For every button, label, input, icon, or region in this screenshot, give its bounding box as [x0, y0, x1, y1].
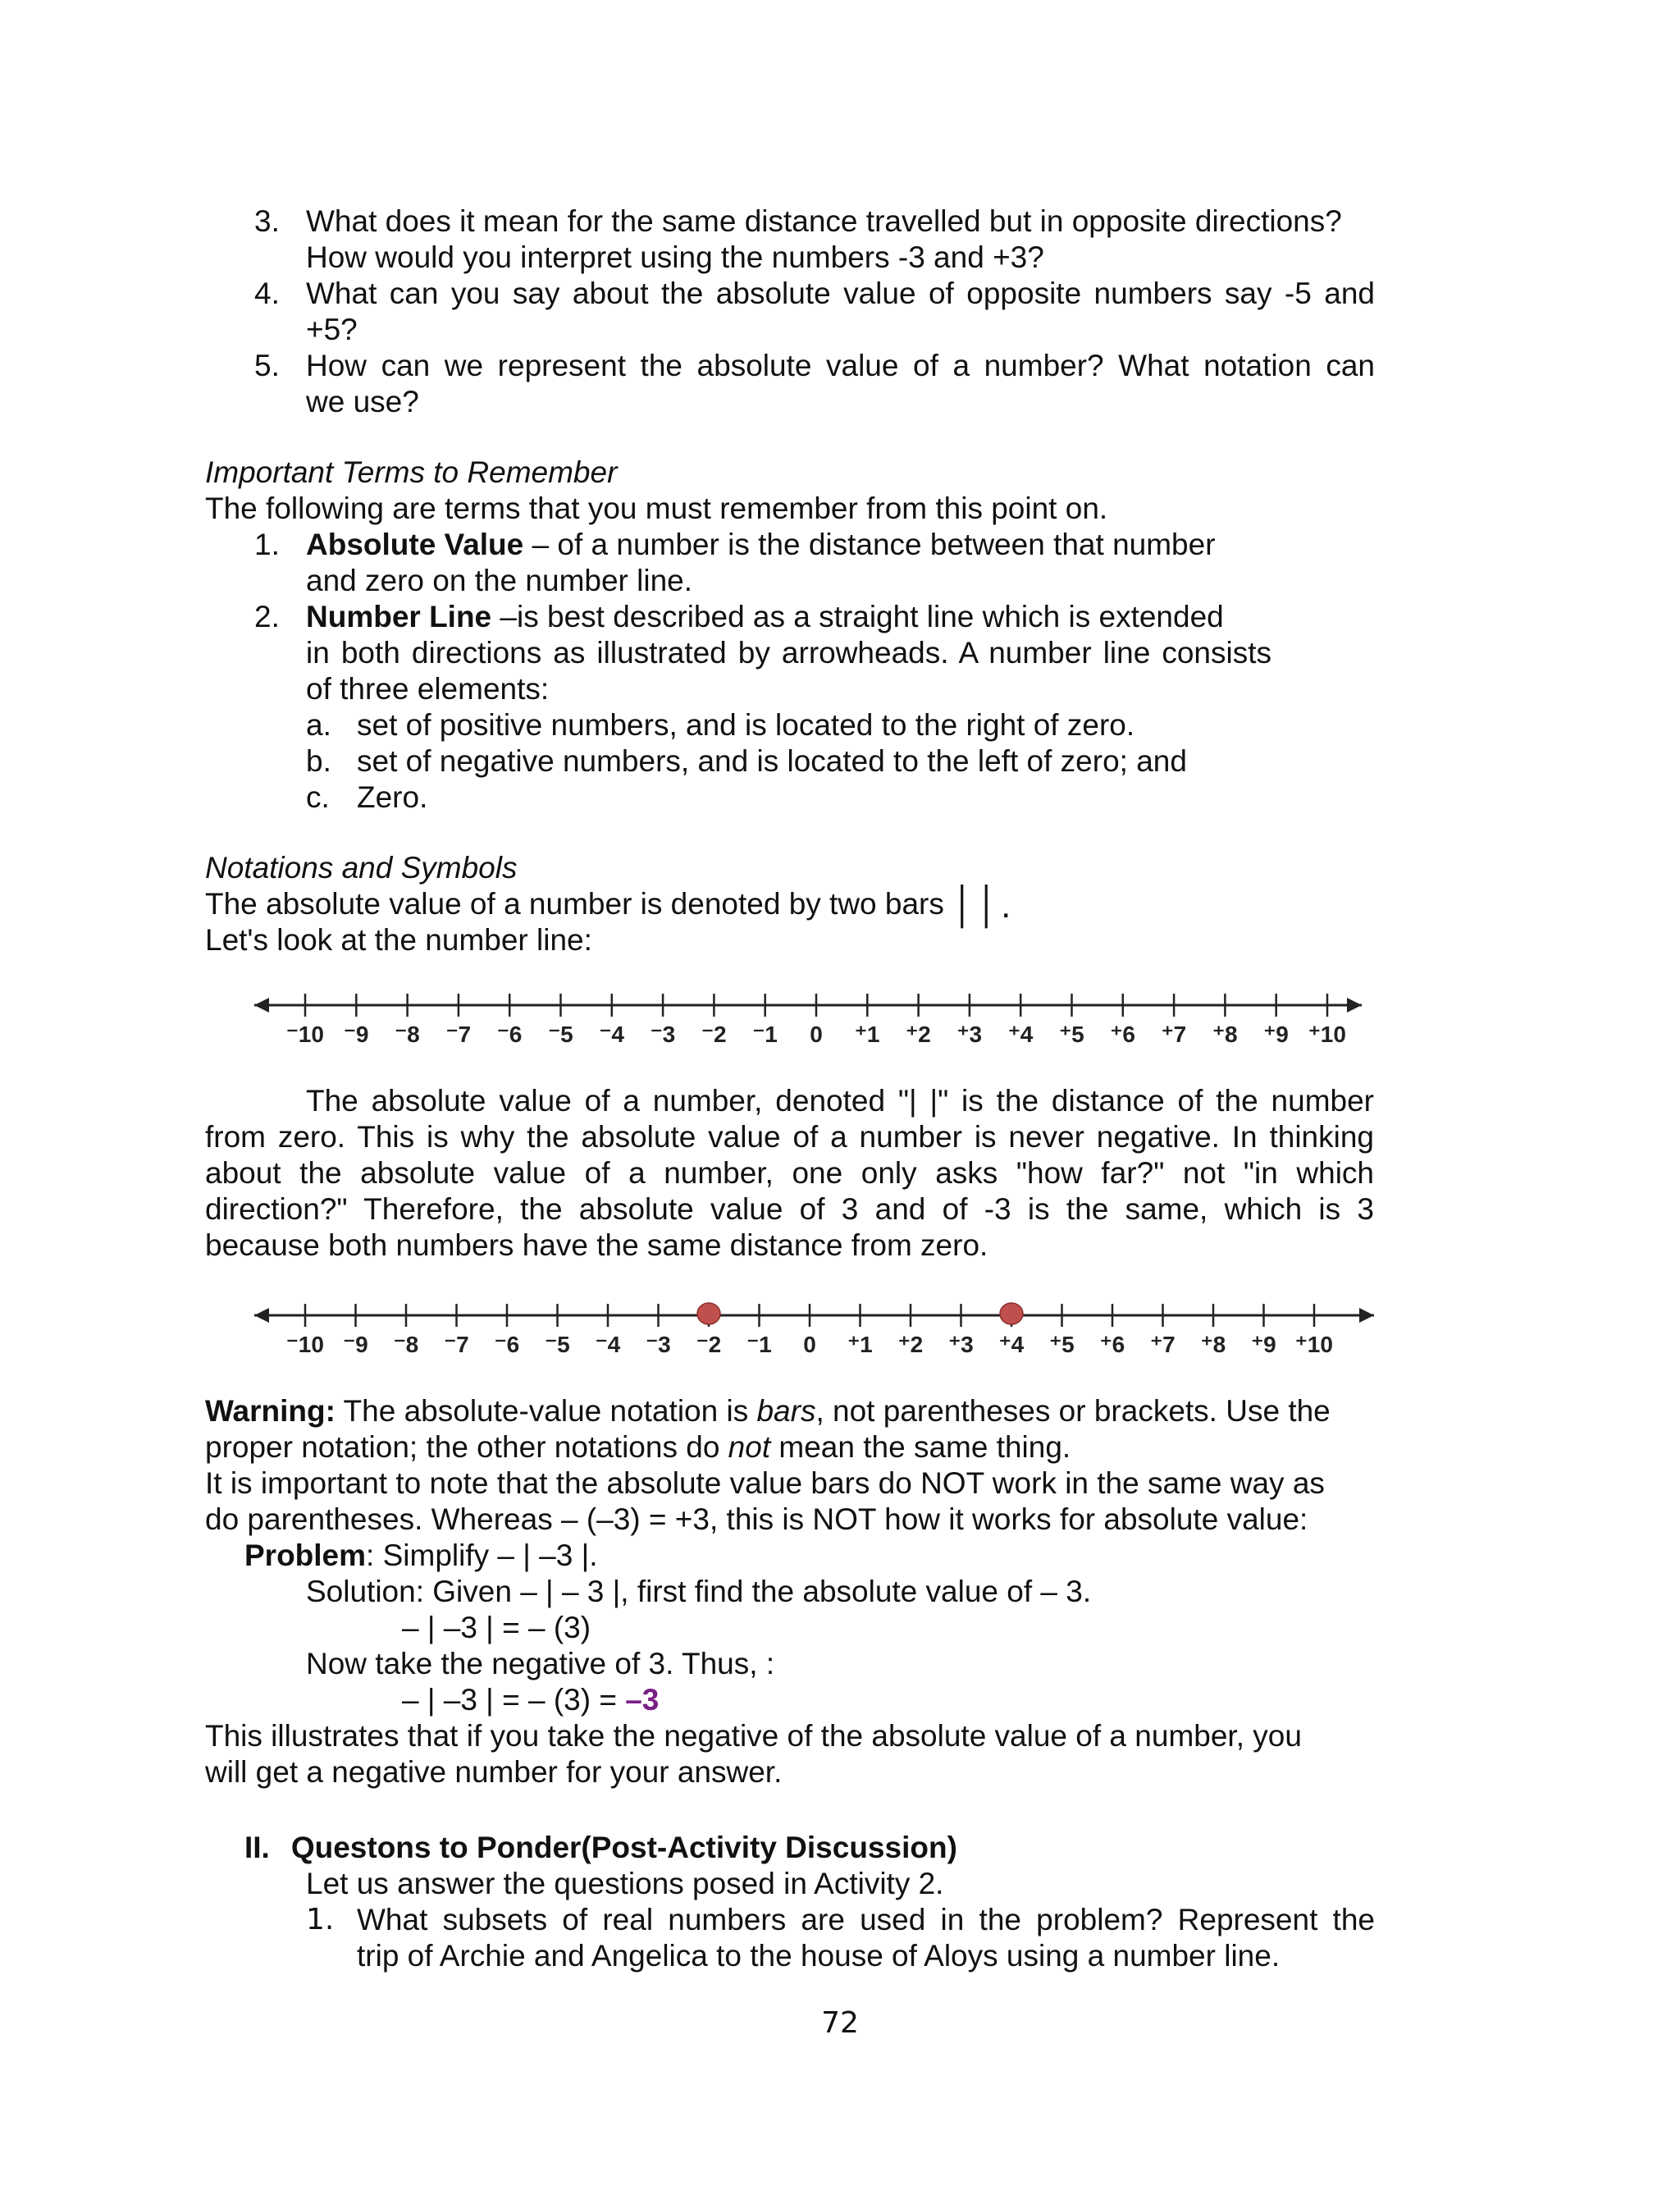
tick-label: ⁺3: [956, 1022, 983, 1047]
absolute-bars-symbol: ││.: [952, 885, 1013, 926]
tick-label: ⁻1: [752, 1022, 778, 1047]
problem-label: Problem: [244, 1538, 367, 1572]
solution-answer: –3: [625, 1683, 660, 1717]
problem-text: : Simplify – | –3 |.: [366, 1538, 598, 1572]
section-title: Questons to Ponder(Post-Activity Discussion): [290, 1831, 957, 1864]
tick-label: ⁻3: [650, 1022, 676, 1047]
warning-text: , not parentheses or brackets. Use the: [815, 1394, 1331, 1428]
tick-label: ⁻4: [599, 1022, 624, 1047]
question-number: 4.: [254, 277, 280, 310]
tick-label: ⁺10: [1295, 1332, 1333, 1357]
section-2-intro: Let us answer the questions posed in Activity 2.: [306, 1867, 944, 1900]
tick-label: ⁺2: [897, 1332, 924, 1357]
solution-step-1: – | –3 | = – (3): [402, 1611, 591, 1644]
paragraph-line: from zero. This is why the absolute value of a number is never negative. In thinking: [205, 1120, 1374, 1154]
term-definition-cont: of three elements:: [306, 672, 550, 706]
tick-label: ⁺3: [948, 1332, 974, 1357]
tick-label: ⁻3: [646, 1332, 671, 1357]
conclusion-line-1: This illustrates that if you take the negative of the absolute value of a number, you: [205, 1719, 1302, 1753]
plotted-point: [1000, 1303, 1023, 1324]
tick-label: ⁻8: [395, 1022, 420, 1047]
notations-text: The absolute value of a number is denoted by two bars: [205, 887, 944, 921]
question-text: What can you say about the absolute value of opposite numbers say -5 and: [306, 277, 1375, 310]
tick-label: ⁻9: [343, 1332, 368, 1357]
term-number-line: [306, 599, 1224, 635]
solution-expression: – | –3 | = – (3) =: [402, 1683, 626, 1717]
question-text: How can we represent the absolute value of a number? What notation can: [306, 349, 1375, 382]
solution-step-3: [402, 1682, 659, 1718]
term-label: Number Line: [306, 600, 492, 633]
term-definition-cont: and zero on the number line.: [306, 564, 693, 597]
question-number: 3.: [254, 204, 280, 238]
warning-text: mean the same thing.: [770, 1430, 1071, 1464]
tick-label: ⁻7: [445, 1022, 472, 1047]
plotted-point: [697, 1303, 720, 1324]
warning-line-4: do parentheses. Whereas – (–3) = +3, this is NOT how it works for absolute value:: [205, 1502, 1308, 1536]
paragraph-line: direction?" Therefore, the absolute value of 3 and of -3 is the same, which is 3: [205, 1192, 1374, 1226]
warning-emphasis: bars: [756, 1394, 816, 1428]
tick-label: ⁻5: [545, 1332, 570, 1357]
section-2-heading: [244, 1830, 957, 1866]
conclusion-line-2: will get a negative number for your answer.: [205, 1755, 783, 1789]
term-definition: – of a number is the distance between that number: [523, 528, 1216, 561]
warning-text: proper notation; the other notations do: [205, 1430, 728, 1464]
notations-line-2: Let's look at the number line:: [205, 923, 592, 957]
tick-label: ⁻4: [595, 1332, 621, 1357]
subitem-text: Zero.: [357, 780, 428, 814]
paragraph-line: about the absolute value of a number, one only asks "how far?" not "in which: [205, 1156, 1374, 1190]
terms-intro: The following are terms that you must remember from this point on.: [205, 491, 1108, 525]
term-number: 2.: [254, 600, 280, 633]
subitem-letter: c.: [306, 780, 330, 814]
tick-label: ⁻5: [548, 1022, 573, 1047]
tick-label: ⁺7: [1150, 1332, 1176, 1357]
tick-label: ⁺5: [1059, 1022, 1084, 1047]
tick-label: ⁺8: [1200, 1332, 1226, 1357]
term-label: Absolute Value: [306, 528, 524, 561]
question-text: What does it mean for the same distance travelled but in opposite directions?: [306, 204, 1342, 238]
arrow-left-icon: [254, 1308, 269, 1323]
solution-line: Solution: Given – | – 3 |, first find the absolute value of – 3.: [306, 1575, 1092, 1608]
question-1-line-1: What subsets of real numbers are used in the problem? Represent the: [357, 1903, 1375, 1936]
tick-label: ⁺4: [998, 1332, 1025, 1357]
tick-label: ⁺6: [1110, 1022, 1135, 1047]
warning-line-2: [205, 1429, 1071, 1465]
question-text: How would you interpret using the numbers -3 and +3?: [306, 240, 1044, 274]
question-text: +5?: [306, 313, 358, 346]
tick-label: ⁻9: [344, 1022, 369, 1047]
tick-label: ⁻2: [696, 1332, 722, 1357]
tick-label: ⁺2: [906, 1022, 931, 1047]
tick-label: ⁺1: [855, 1022, 880, 1047]
term-definition-cont: in both directions as illustrated by arrowheads. A number line consists: [306, 636, 1271, 670]
tick-label: 0: [803, 1332, 816, 1357]
tick-label: ⁺9: [1263, 1022, 1289, 1047]
tick-label: ⁻10: [286, 1332, 324, 1357]
subitem-letter: a.: [306, 708, 331, 742]
paragraph-line: because both numbers have the same distance from zero.: [205, 1228, 988, 1262]
tick-label: ⁺6: [1099, 1332, 1125, 1357]
warning-label: Warning:: [205, 1394, 336, 1428]
tick-label: ⁻8: [393, 1332, 419, 1357]
term-number: 1.: [254, 528, 280, 561]
tick-label: ⁺9: [1251, 1332, 1276, 1357]
paragraph-line: The absolute value of a number, denoted "| |" is the distance of the number: [306, 1084, 1374, 1118]
tick-label: ⁻2: [701, 1022, 727, 1047]
number-line-2: [246, 1292, 1386, 1366]
page-number: 72: [821, 2006, 859, 2040]
tick-label: ⁻6: [497, 1022, 523, 1047]
tick-label: ⁺7: [1161, 1022, 1187, 1047]
notations-line-1: [205, 886, 1012, 924]
section-heading-terms: Important Terms to Remember: [205, 455, 618, 489]
question-number: 5.: [254, 349, 280, 382]
subitem-text: set of positive numbers, and is located to the right of zero.: [357, 708, 1135, 742]
question-1-line-2: trip of Archie and Angelica to the house of Aloys using a number line.: [357, 1939, 1281, 1973]
warning-text: The absolute-value notation is: [335, 1394, 757, 1428]
absolute-value-paragraph: [205, 1083, 1374, 1264]
number-line-1: [246, 985, 1378, 1058]
arrow-left-icon: [254, 998, 269, 1013]
question-text: we use?: [306, 385, 419, 418]
tick-label: ⁻1: [746, 1332, 772, 1357]
subitem-text: set of negative numbers, and is located to the left of zero; and: [357, 744, 1187, 778]
section-heading-notations: Notations and Symbols: [205, 851, 518, 885]
arrow-right-icon: [1359, 1308, 1374, 1323]
term-absolute-value: [306, 527, 1271, 563]
tick-label: ⁻10: [286, 1022, 324, 1047]
warning-line-1: [205, 1393, 1331, 1429]
subitem-letter: b.: [306, 744, 331, 778]
tick-label: ⁻6: [494, 1332, 520, 1357]
tick-label: ⁺10: [1308, 1022, 1346, 1047]
solution-step-2: Now take the negative of 3. Thus, :: [306, 1647, 775, 1680]
tick-label: ⁻7: [444, 1332, 469, 1357]
tick-label: ⁺1: [847, 1332, 873, 1357]
tick-label: ⁺5: [1049, 1332, 1075, 1357]
problem-statement: [244, 1538, 597, 1574]
warning-line-3: It is important to note that the absolute value bars do NOT work in the same way as: [205, 1466, 1325, 1500]
question-number: 1.: [306, 1903, 335, 1936]
section-numeral: II.: [244, 1831, 270, 1864]
tick-label: ⁺8: [1212, 1022, 1238, 1047]
tick-label: 0: [810, 1022, 823, 1047]
arrow-right-icon: [1347, 998, 1362, 1013]
term-definition: –is best described as a straight line which is extended: [491, 600, 1224, 633]
tick-label: ⁺4: [1008, 1022, 1034, 1047]
warning-emphasis: not: [728, 1430, 771, 1464]
